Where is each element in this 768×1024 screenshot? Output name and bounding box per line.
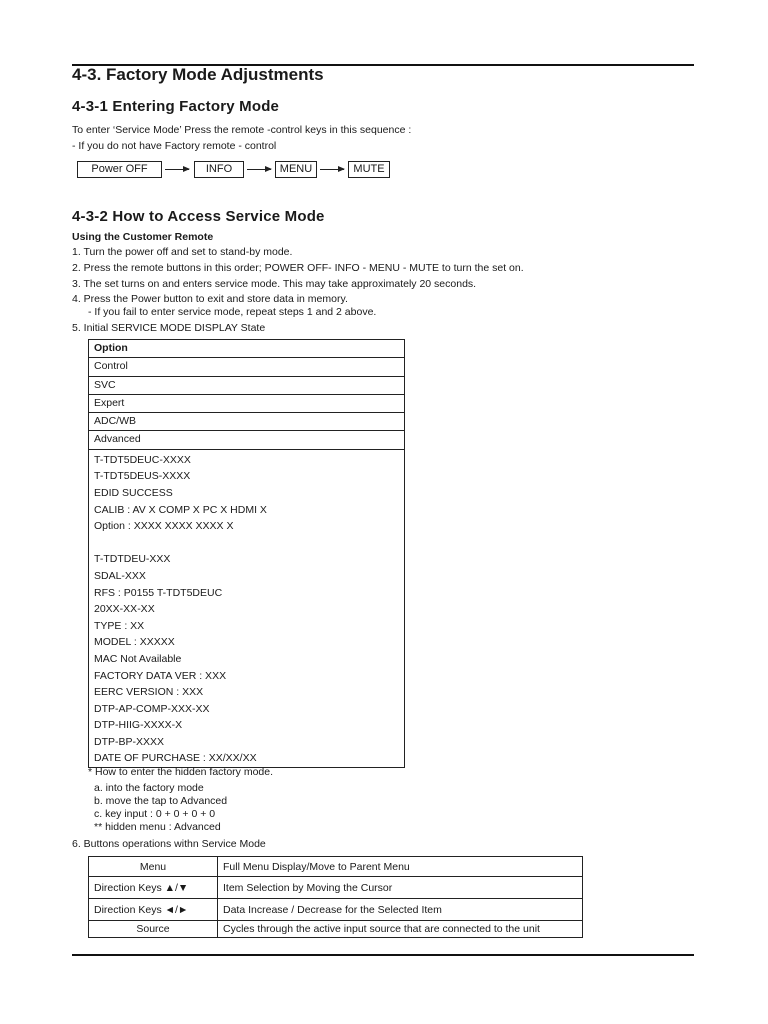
info-line: Option : XXXX XXXX XXXX X — [94, 520, 234, 533]
button-function: Data Increase / Decrease for the Selected Item — [218, 899, 583, 921]
info-line: MODEL : XXXXX — [94, 636, 175, 649]
hidden-step: a. into the factory mode — [94, 782, 204, 794]
info-line: DTP-HIIG-XXXX-X — [94, 719, 183, 732]
button-name: Menu — [89, 857, 218, 877]
info-line: 20XX-XX-XX — [94, 603, 155, 616]
info-line: T-TDT5DEUS-XXXX — [94, 470, 191, 483]
service-info-block — [89, 450, 404, 767]
hidden-step: ** hidden menu : Advanced — [94, 821, 221, 833]
info-line: RFS : P0155 T-TDT5DEUC — [94, 586, 223, 599]
step-item: 6. Buttons operations withn Service Mode — [72, 838, 266, 850]
info-line: CALIB : AV X COMP X PC X HDMI X — [94, 503, 267, 516]
step-item: 2. Press the remote buttons in this order; POWER OFF- INFO - MENU - MUTE to turn the set on. — [72, 262, 524, 274]
info-line: T-TDTDEU-XXX — [94, 553, 171, 566]
menu-row-svc: SVC — [89, 377, 404, 395]
info-line: EDID SUCCESS — [94, 486, 173, 499]
sequence-arrow — [247, 169, 271, 170]
intro-text: To enter ‘Service Mode’ Press the remote -control keys in this sequence : — [72, 124, 412, 136]
section-title-access-service-mode: 4-3-2 How to Access Service Mode — [72, 208, 325, 225]
menu-row-advanced: Advanced — [89, 431, 404, 449]
step-note: - If you fail to enter service mode, repeat steps 1 and 2 above. — [88, 306, 377, 318]
info-line: DTP-AP-COMP-XXX-XX — [94, 702, 210, 715]
sequence-box-info: INFO — [194, 161, 244, 178]
buttons-table — [88, 856, 583, 938]
step-item: 3. The set turns on and enters service mode. This may take approximately 20 seconds. — [72, 278, 477, 290]
info-line: EERC VERSION : XXX — [94, 686, 204, 699]
button-function: Item Selection by Moving the Cursor — [218, 877, 583, 899]
section-title-entering-factory-mode: 4-3-1 Entering Factory Mode — [72, 98, 280, 115]
step-item: 4. Press the Power button to exit and store data in memory. — [72, 293, 348, 305]
button-name: Source — [89, 921, 218, 938]
info-line: TYPE : XX — [94, 619, 145, 632]
menu-row-adc-wb: ADC/WB — [89, 413, 404, 431]
sequence-box-power-off: Power OFF — [77, 161, 162, 178]
info-line: MAC Not Available — [94, 652, 182, 665]
sequence-arrow — [165, 169, 189, 170]
info-line: SDAL-XXX — [94, 569, 146, 582]
button-name: Direction Keys ▲/▼ — [89, 877, 218, 899]
customer-remote-subtitle: Using the Customer Remote — [72, 231, 214, 243]
table-row — [89, 899, 583, 921]
bottom-rule — [72, 954, 694, 956]
service-mode-display — [88, 339, 405, 768]
button-function: Cycles through the active input source that are connected to the unit — [218, 921, 583, 938]
hidden-mode-title: * How to enter the hidden factory mode. — [88, 766, 274, 778]
menu-row-option: Option — [89, 340, 404, 358]
button-name: Direction Keys ◄/► — [89, 899, 218, 921]
sequence-arrow — [320, 169, 344, 170]
menu-row-expert: Expert — [89, 395, 404, 413]
factory-remote-note: - If you do not have Factory remote - control — [72, 140, 277, 152]
step-item: 1. Turn the power off and set to stand-by mode. — [72, 246, 293, 258]
button-function: Full Menu Display/Move to Parent Menu — [218, 857, 583, 877]
info-line: DTP-BP-XXXX — [94, 735, 165, 748]
table-row — [89, 877, 583, 899]
page-heading: 4-3. Factory Mode Adjustments — [72, 65, 324, 84]
info-line: DATE OF PURCHASE : XX/XX/XX — [94, 752, 257, 765]
sequence-box-mute: MUTE — [348, 161, 390, 178]
menu-row-control: Control — [89, 358, 404, 376]
table-row — [89, 921, 583, 938]
info-line: T-TDT5DEUC-XXXX — [94, 453, 191, 466]
step-item: 5. Initial SERVICE MODE DISPLAY State — [72, 322, 266, 334]
hidden-step: b. move the tap to Advanced — [94, 795, 228, 807]
sequence-box-menu: MENU — [275, 161, 317, 178]
info-line — [94, 535, 404, 552]
info-line: FACTORY DATA VER : XXX — [94, 669, 227, 682]
hidden-step: c. key input : 0 + 0 + 0 + 0 — [94, 808, 216, 820]
table-row — [89, 857, 583, 877]
